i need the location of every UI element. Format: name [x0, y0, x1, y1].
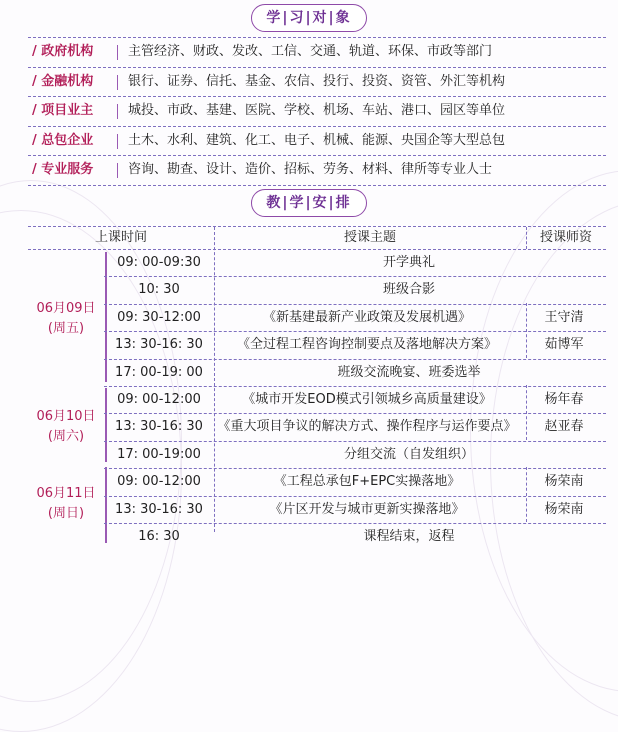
audience-separator	[117, 45, 118, 60]
session-teacher: 杨荣南	[544, 474, 584, 490]
day-weekday: (周日)	[47, 506, 85, 521]
session-row	[104, 249, 606, 277]
session-teacher: 杨年春	[544, 392, 584, 407]
session-row	[104, 413, 606, 441]
day-weekday: (周五)	[47, 321, 85, 336]
session-topic: 分组交流（自发组织）	[343, 446, 474, 462]
session-row	[104, 523, 606, 550]
session-topic: 《全过程工程咨询控制要点及落地解决方案》	[236, 337, 497, 353]
session-time: 13: 30-16: 30	[115, 501, 203, 517]
audience-row	[28, 156, 606, 186]
audience-row	[28, 127, 606, 157]
session-row	[104, 468, 606, 496]
session-topic: 《城市开发EOD模式引领城乡高质量建设》	[242, 392, 492, 407]
session-time: 13: 30-16: 30	[115, 419, 203, 435]
session-topic: 《重大项目争议的解决方式、操作程序与运作要点》	[217, 419, 517, 435]
session-row	[104, 359, 606, 387]
audience-value: 银行、证券、信托、基金、农信、投行、投资、资管、外汇等机构	[128, 73, 506, 89]
session-time: 16: 30	[138, 529, 180, 544]
session-topic: 开学典礼	[382, 255, 435, 270]
audience-label: / 总包企业	[32, 132, 94, 148]
session-topic: 班级交流晚宴、班委选举	[337, 364, 481, 380]
audience-value: 土木、水利、建筑、化工、电子、机械、能源、央国企等大型总包	[128, 132, 506, 148]
session-topic: 课程结束，返程	[363, 529, 455, 544]
day-label	[28, 484, 104, 524]
session-teacher: 王守清	[544, 309, 584, 325]
session-row	[104, 331, 606, 359]
audience-value: 咨询、勘查、设计、造价、招标、劳务、材料、律所等专业人士	[128, 162, 493, 177]
section-audience-header	[0, 4, 618, 32]
section-schedule-title: 教|学|安|排	[251, 189, 366, 217]
session-topic: 《工程总承包F+EPC实操落地》	[273, 474, 461, 490]
audience-label: / 金融机构	[32, 73, 94, 89]
audience-label: / 专业服务	[32, 162, 94, 177]
session-time: 17: 00-19: 00	[115, 364, 203, 380]
audience-row	[28, 97, 606, 127]
session-time: 09: 00-09:30	[117, 255, 201, 270]
day-weekday: (周六)	[47, 429, 85, 444]
audience-separator	[117, 75, 118, 90]
day-date: 06月11日	[36, 486, 96, 501]
audience-row	[28, 37, 606, 68]
session-topic: 班级合影	[382, 282, 435, 298]
audience-row	[28, 68, 606, 98]
session-teacher: 赵亚春	[544, 419, 584, 435]
audience-label: / 政府机构	[32, 44, 94, 59]
day-date: 06月09日	[36, 301, 96, 316]
audience-separator	[117, 134, 118, 149]
session-time: 09: 30-12:00	[117, 309, 201, 325]
schedule-table	[28, 226, 606, 554]
session-topic: 《新基建最新产业政策及发展机遇》	[262, 309, 471, 325]
session-time: 17: 00-19:00	[117, 446, 201, 462]
session-time: 10: 30	[138, 282, 180, 298]
section-schedule-header	[0, 189, 618, 217]
day-date: 06月10日	[36, 409, 96, 424]
audience-value: 城投、市政、基建、医院、学校、机场、车站、港口、园区等单位	[128, 103, 506, 118]
column-divider	[526, 227, 527, 249]
session-time: 09: 00-12:00	[117, 392, 201, 407]
session-time: 13: 30-16: 30	[115, 337, 203, 353]
section-audience-title: 学|习|对|象	[251, 4, 366, 32]
day-label	[28, 299, 104, 339]
header-time: 上课时间	[94, 230, 147, 245]
session-row	[104, 304, 606, 332]
session-row	[104, 441, 606, 469]
session-topic: 《片区开发与城市更新实操落地》	[269, 501, 465, 517]
session-row	[104, 496, 606, 524]
session-teacher: 茹博军	[544, 337, 584, 353]
audience-value: 主管经济、财政、发改、工信、交通、轨道、环保、市政等部门	[128, 44, 493, 59]
audience-separator	[117, 104, 118, 119]
header-teacher: 授课师资	[539, 230, 592, 245]
audience-separator	[117, 163, 118, 178]
audience-list	[28, 37, 606, 186]
session-time: 09: 00-12:00	[117, 474, 201, 490]
day-label	[28, 407, 104, 447]
audience-label: / 项目业主	[32, 103, 94, 118]
header-topic: 授课主题	[343, 230, 396, 245]
session-row	[104, 276, 606, 304]
session-teacher: 杨荣南	[544, 501, 584, 517]
session-row	[104, 386, 606, 414]
